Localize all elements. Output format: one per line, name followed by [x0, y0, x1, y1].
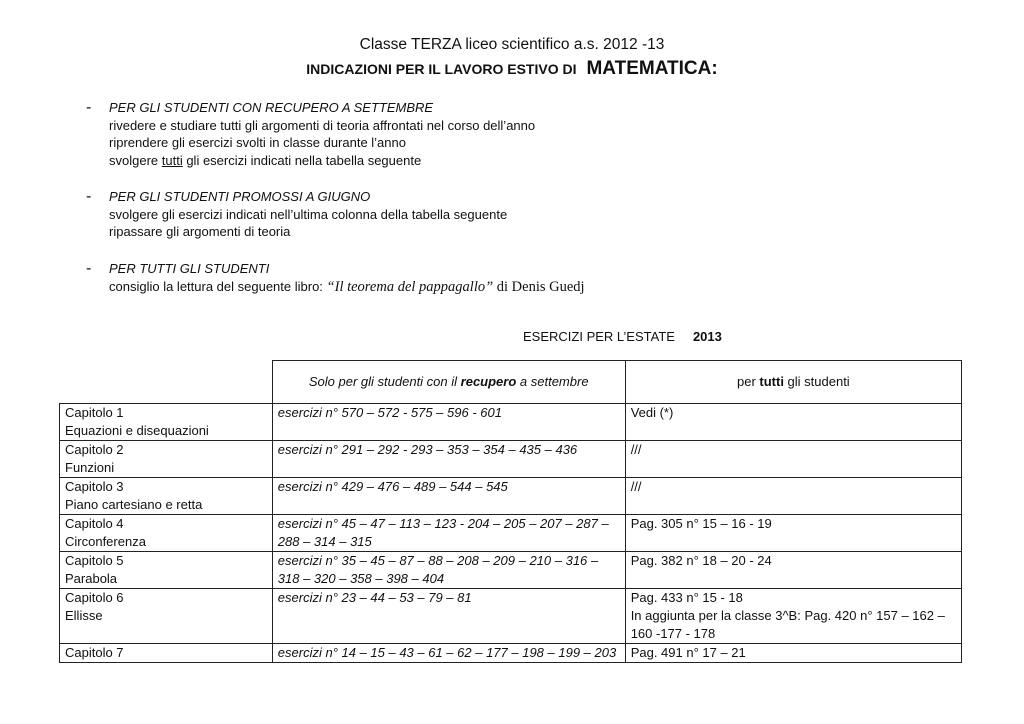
- chapter-number: Capitolo 4: [65, 516, 124, 531]
- text-fragment: gli studenti: [783, 374, 850, 389]
- chapter-number: Capitolo 7: [65, 645, 124, 660]
- tutti-cell: [625, 441, 961, 478]
- text-fragment: gli esercizi indicati nella tabella seguente: [182, 152, 422, 168]
- tutti-cell: [625, 552, 961, 589]
- book-title: “Il teorema del pappagallo”: [326, 278, 494, 295]
- tutti-text: Pag. 491 n° 17 – 21: [630, 645, 746, 660]
- recupero-cell: esercizi n° 45 – 47 – 113 – 123 - 204 – 205 – 207 – 287 – 288 – 314 – 315: [272, 515, 625, 552]
- section-line: [109, 278, 959, 297]
- recupero-cell: esercizi n° 35 – 45 – 87 – 88 – 208 – 209 – 210 – 316 – 318 – 320 – 358 – 398 – 404: [272, 552, 625, 589]
- tutti-cell: [625, 589, 961, 644]
- table-row: [60, 644, 962, 663]
- chapter-topic: Circonferenza: [65, 534, 146, 549]
- bold-text: recupero: [460, 374, 517, 389]
- chapter-number: Capitolo 2: [65, 442, 124, 457]
- chapter-number: Capitolo 6: [65, 590, 124, 605]
- chapter-cell: [60, 404, 273, 441]
- chapter-number: Capitolo 3: [65, 479, 124, 494]
- chapter-topic: Funzioni: [65, 460, 115, 475]
- tutti-text: ///: [630, 442, 642, 457]
- text-fragment: Solo per gli studenti con il: [308, 374, 461, 389]
- section-line: [109, 152, 959, 170]
- underlined-text: tutti: [161, 152, 183, 168]
- tutti-text: Pag. 305 n° 15 – 16 - 19: [630, 516, 772, 531]
- text-fragment: consiglio la lettura del seguente libro:: [109, 278, 323, 294]
- book-reference: [327, 279, 585, 295]
- bullet-dash: -: [86, 260, 92, 277]
- chapter-cell: [60, 589, 273, 644]
- text-fragment: per: [736, 374, 760, 389]
- tutti-cell: [625, 404, 961, 441]
- subtitle-text: INDICAZIONI PER IL LAVORO ESTIVO DI: [306, 61, 577, 77]
- esercizi-year: 2013: [692, 329, 722, 344]
- chapter-topic: Parabola: [65, 571, 118, 586]
- recupero-cell: esercizi n° 291 – 292 - 293 – 353 – 354 – 435 – 436: [272, 441, 625, 478]
- tutti-text: ///: [630, 479, 642, 494]
- chapter-cell: [60, 552, 273, 589]
- table-header-tutti: [625, 361, 961, 404]
- section-line: ripassare gli argomenti di teoria: [109, 224, 291, 239]
- section-heading: PER TUTTI GLI STUDENTI: [109, 261, 270, 276]
- recupero-cell: esercizi n° 14 – 15 – 43 – 61 – 62 – 177 – 198 – 199 – 203: [272, 644, 625, 663]
- chapter-cell: [60, 478, 273, 515]
- bullet-dash: -: [86, 99, 92, 116]
- chapter-topic: Piano cartesiano e retta: [65, 497, 203, 512]
- table-row: [60, 404, 962, 441]
- page-title: Classe TERZA liceo scientifico a.s. 2012 -13: [359, 36, 665, 53]
- section-line: rivedere e studiare tutti gli argomenti di teoria affrontati nel corso dell’anno: [109, 117, 536, 133]
- table-row: [60, 515, 962, 552]
- table-row: [60, 441, 962, 478]
- tutti-cell: [625, 644, 961, 663]
- text-fragment: a settembre: [516, 374, 589, 389]
- subject-label: MATEMATICA:: [586, 58, 718, 79]
- chapter-number: Capitolo 1: [65, 405, 124, 420]
- page-subtitle: [0, 58, 1024, 80]
- esercizi-title: ESERCIZI PER L’ESTATE: [523, 329, 675, 344]
- tutti-text: Vedi (*): [630, 405, 674, 420]
- exercise-table: [59, 360, 962, 663]
- chapter-topic: Ellisse: [65, 608, 103, 623]
- book-author: di Denis Guedj: [493, 278, 585, 295]
- chapter-number: Capitolo 5: [65, 553, 124, 568]
- esercizi-heading: [523, 329, 722, 344]
- section-line: svolgere gli esercizi indicati nell’ultima colonna della tabella seguente: [109, 206, 508, 222]
- table-row: [60, 589, 962, 644]
- chapter-cell: [60, 441, 273, 478]
- section-heading: PER GLI STUDENTI PROMOSSI A GIUGNO: [109, 189, 371, 204]
- section-line: riprendere gli esercizi svolti in classe durante l’anno: [109, 135, 406, 150]
- tutti-cell: [625, 478, 961, 515]
- table-header-recupero: [272, 361, 625, 404]
- tutti-text: Pag. 382 n° 18 – 20 - 24: [630, 553, 772, 568]
- table-row: [60, 552, 962, 589]
- bold-text: tutti: [759, 374, 784, 389]
- table-row: [60, 478, 962, 515]
- text-fragment: svolgere: [109, 152, 162, 168]
- recupero-cell: esercizi n° 23 – 44 – 53 – 79 – 81: [272, 589, 625, 644]
- chapter-topic: Equazioni e disequazioni: [65, 423, 209, 438]
- chapter-cell: [60, 515, 273, 552]
- chapter-cell: [60, 644, 273, 663]
- table-header-empty: [60, 361, 273, 404]
- tutti-extra-text: In aggiunta per la classe 3^B: Pag. 420 n° 157 – 162 – 160 -177 - 178: [630, 608, 945, 641]
- table-header-row: [60, 361, 962, 404]
- section-heading: PER GLI STUDENTI CON RECUPERO A SETTEMBRE: [109, 100, 434, 115]
- bullet-dash: -: [86, 188, 92, 205]
- recupero-cell: esercizi n° 570 – 572 - 575 – 596 - 601: [272, 404, 625, 441]
- recupero-cell: esercizi n° 429 – 476 – 489 – 544 – 545: [272, 478, 625, 515]
- tutti-text: Pag. 433 n° 15 - 18: [630, 590, 743, 605]
- tutti-cell: [625, 515, 961, 552]
